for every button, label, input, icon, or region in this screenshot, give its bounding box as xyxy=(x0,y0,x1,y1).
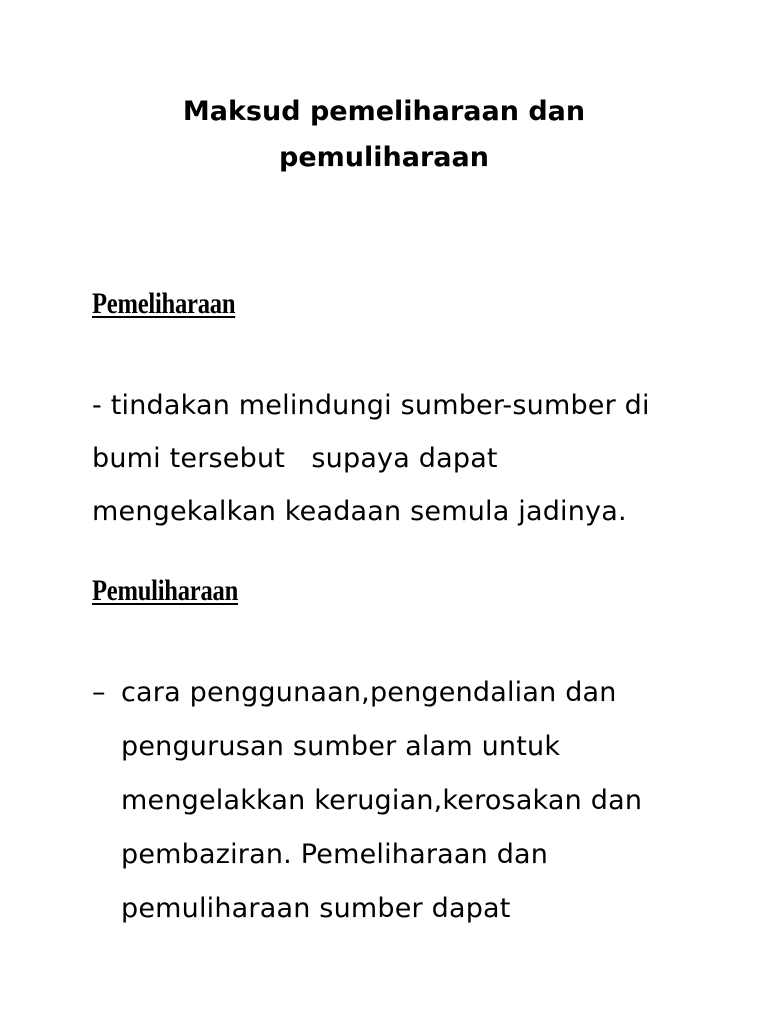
page-title-line-2: pemuliharaan xyxy=(279,142,489,173)
dash-bullet: – xyxy=(92,677,106,708)
definition-line: pemuliharaan sumber dapat xyxy=(121,893,511,924)
definition-line: - tindakan melindungi sumber-sumber di xyxy=(92,390,650,421)
definition-line: cara penggunaan,pengendalian dan xyxy=(121,677,617,708)
definition-line: mengelakkan kerugian,kerosakan dan xyxy=(121,785,643,816)
section-heading-pemuliharaan: Pemuliharaan xyxy=(92,574,239,607)
page-title-line-1: Maksud pemeliharaan dan xyxy=(182,96,586,127)
section-heading-pemeliharaan: Pemeliharaan xyxy=(92,287,236,320)
definition-line: pengurusan sumber alam untuk xyxy=(121,731,561,762)
definition-line: bumi tersebut supaya dapat xyxy=(92,443,498,474)
definition-line: pembaziran. Pemeliharaan dan xyxy=(121,839,549,870)
definition-line: mengekalkan keadaan semula jadinya. xyxy=(92,496,627,527)
